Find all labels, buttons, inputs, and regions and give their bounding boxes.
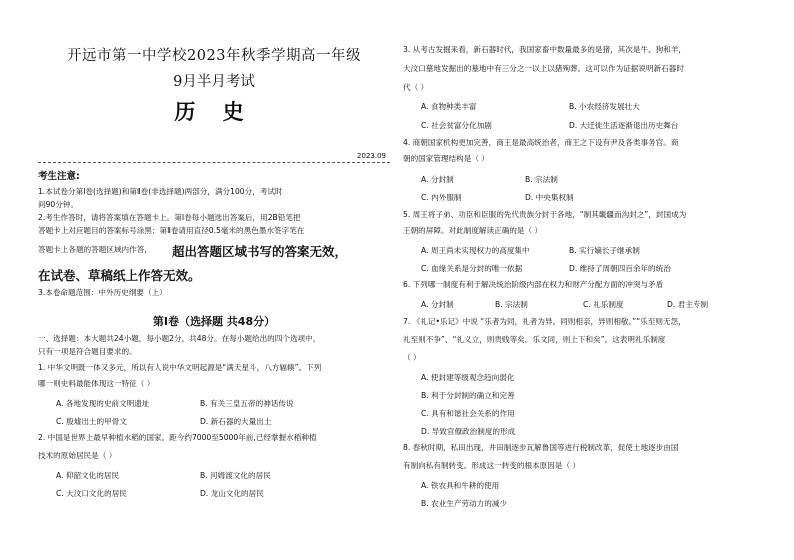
q5-stem: 5. 周王将子弟、功臣和臣服的先代贵族分封于各地，“制其畿疆而沟封之”，封国成为 [403,210,687,219]
note-emphasis: 在试卷、草稿纸上作答无效。 [38,268,201,283]
q6-option-c: C. 礼乐制度 [583,300,624,309]
section-heading: 第Ⅰ卷（选择题 共48分） [152,315,276,328]
q5-option-a: A. 周王尚未实现权力的高度集中 [421,246,530,255]
exam-date: 2023.09 [357,152,386,160]
q1-option-b: B. 有关三皇五帝的神话传说 [200,399,294,408]
q4-option-d: D. 中央集权制 [525,193,574,202]
q4-option-b: B. 宗法制 [525,175,558,184]
q6-option-b: B. 宗法制 [495,300,528,309]
q6-stem: 6. 下列哪一制度有利于解决统治阶级内部在权力和财产分配方面的冲突与矛盾 [403,280,664,289]
q7-stem: 礼至则不争”、“礼义立，则贵贱等矣。乐文同，则上下和矣”。这表明礼乐制度 [403,335,666,344]
q3-stem: 3. 从考古发掘来看，新石器时代，我国家畜中数量最多的是猪，其次是牛、狗和羊， [403,45,687,54]
q7-option-b: B. 利于分封制的确立和完善 [421,391,515,400]
q7-stem: 7. 《礼记•乐记》中说 “乐者为同，礼者为异。同则相亲，异则相敬。”“乐至则无怨， [403,317,686,326]
q6-option-d: D. 君主专制 [667,300,709,309]
q3-stem: 大汶口墓地发掘出的墓地中有三分之一以上以猪殉葬。这可以作为证据说明新石器时 [403,64,684,73]
q3-stem: 代（ ） [403,83,429,92]
q1-stem: 1. 中华文明既一体又多元，所以有人说中华文明起源是“满天星斗，八方辐辏”。下列 [38,363,322,372]
q1-stem: 哪一则史料最能体现这一特征（ ） [38,379,155,388]
q5-option-b: B. 实行嫡长子继承制 [569,246,640,255]
note-line: 间90分钟。 [38,200,79,209]
q1-option-c: C. 殷墟出土的甲骨文 [56,417,127,426]
note-line: 1.本试卷分第Ⅰ卷(选择题)和第Ⅱ卷(非选择题)两部分，满分100分，考试时 [38,187,283,196]
note-line: 答题卡上对应题目的答案标号涂黑；第Ⅱ卷请用直径0.5毫米的黑色墨水签字笔在 [38,226,305,235]
q8-stem: 有制向私有制转变。形成这一转变的根本原因是（ ） [403,461,581,470]
q4-option-a: A. 分封制 [421,175,454,184]
subject-title: 历 史 [174,99,254,124]
q1-option-d: D. 新石器的大量出土 [200,417,272,426]
q5-stem: 王朝的屏障。对此制度解读正确的是（ ） [403,226,543,235]
q3-option-d: D. 大迁徙生活逐渐退出历史舞台 [569,121,679,130]
q7-option-c: C. 具有和谐社会关系的作用 [421,409,515,418]
q2-option-a: A. 仰韶文化的居民 [56,471,120,480]
q5-option-c: C. 血缘关系是分封的唯一依据 [421,264,523,273]
q4-stem: 4. 商朝国家机构更加完善，商王是最高统治者，商王之下设有尹及各类事务官。商 [403,138,679,147]
section-intro: 只有一项是符合题目要求的。 [38,347,137,356]
q7-stem: （ ） [403,353,421,362]
q3-option-c: C. 社会贫富分化加剧 [421,121,492,130]
q8-option-b: B. 农业生产劳动力的减少 [421,499,507,508]
exam-subtitle: 9月半月考试 [173,74,255,90]
q3-option-b: B. 小农经济发展壮大 [569,102,640,111]
exam-title: 开远市第一中学校2023年秋季学期高一年级 [67,48,361,64]
q3-option-a: A. 食物种类丰富 [421,102,477,111]
q4-stem: 朝的国家管理结构是（ ） [403,154,489,163]
q2-option-d: D. 龙山文化的居民 [200,489,264,498]
q8-stem: 8. 春秋时期，私田出现，井田制逐步瓦解鲁国等进行税制改革，促使土地逐步由国 [403,443,679,452]
note-line: 3.本卷命题范围：中外历史纲要（上） [38,288,167,297]
divider [38,162,390,163]
q8-option-a: A. 铁农具和牛耕的使用 [421,481,500,490]
section-intro: 一、选择题：本大题共24小题，每小题2分，共48分。在每小题给出的四个选项中， [38,334,321,343]
q7-option-a: A. 使封建等级观念趋向弱化 [421,373,515,382]
q2-option-c: C. 大汶口文化的居民 [56,489,127,498]
q2-stem: 技术的原始居民是（ ） [38,451,117,460]
note-line: 2.考生作答时，请将答案填在答题卡上。第Ⅰ卷每小题选出答案后，用2B铅笔把 [38,213,301,222]
notes-title: 考生注意: [38,171,80,182]
q4-option-c: C. 内外服制 [421,193,462,202]
note-emphasis: 超出答题区域书写的答案无效， [172,244,348,259]
note-line: 答题卡上各题的答题区域内作答， [38,245,152,254]
q7-option-d: D. 导致官僚政治制度的形成 [421,427,516,436]
q2-option-b: B. 河姆渡文化的居民 [200,471,271,480]
q2-stem: 2. 中国是世界上最早种植水稻的国家。距今约7000至5000年前,已经掌握水稻种植 [38,433,317,442]
q6-option-a: A. 分封制 [421,300,454,309]
q5-option-d: D. 维持了周朝四百余年的统治 [569,264,671,273]
q1-option-a: A. 各地发现的史前文明遗址 [56,399,150,408]
